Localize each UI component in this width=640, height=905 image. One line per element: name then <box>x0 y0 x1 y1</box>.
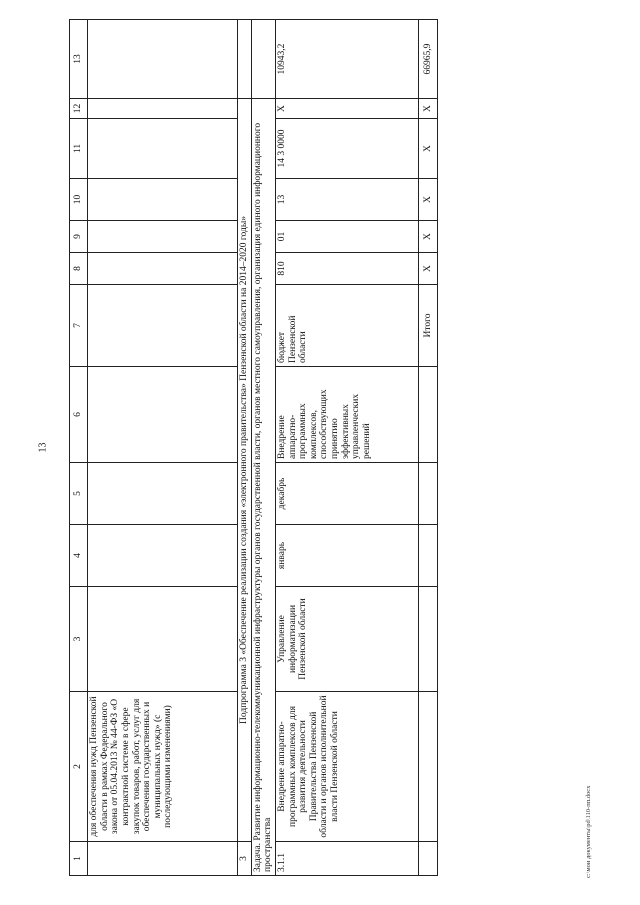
measure-name: Внедрение аппаратно-программных комплексов для развития деятельности Правительства Пензенской области и органов исполнительной власти Пензенской области <box>275 692 418 842</box>
expected-result: Внедрение аппаратно-программных комплексов, способствующих принятию эффективных управленческих решений <box>275 367 418 463</box>
amount: 10943,2 <box>275 20 418 99</box>
rotated-table-container <box>69 20 449 876</box>
page-number: 13 <box>37 442 49 453</box>
total-c8: Х <box>418 253 437 285</box>
column-number: 2 <box>70 692 88 842</box>
column-number: 5 <box>70 463 88 525</box>
task-row <box>251 20 275 876</box>
row-number: 3.1.1 <box>275 842 418 876</box>
total-c11: Х <box>418 119 437 179</box>
column-number: 8 <box>70 253 88 285</box>
funding-source: бюджет Пензенской области <box>275 285 418 367</box>
column-number: 7 <box>70 285 88 367</box>
total-c9: Х <box>418 221 437 253</box>
subprogram-number: 3 <box>238 842 252 876</box>
table-row <box>275 20 418 876</box>
code-type: Х <box>275 99 418 119</box>
column-number: 3 <box>70 587 88 692</box>
total-c12: Х <box>418 99 437 119</box>
code-section: 01 <box>275 221 418 253</box>
task-title: Задача. Развитие информационно-телекоммуникационной инфраструктуры органов государственной власти, органов местного самоуправления, организация единого информационного пространства <box>251 99 275 876</box>
column-number: 10 <box>70 179 88 221</box>
budget-table <box>69 19 438 876</box>
total-c10: Х <box>418 179 437 221</box>
column-number: 1 <box>70 842 88 876</box>
column-number: 13 <box>70 20 88 99</box>
column-number: 9 <box>70 221 88 253</box>
total-amount: 66965,9 <box>418 20 437 99</box>
footer-file-path: c:\мои документы\pd\110-пп.docx <box>585 785 592 878</box>
total-row <box>418 20 437 876</box>
executor: Управление информатизации Пензенской области <box>275 587 418 692</box>
code-target: 14 3 0000 <box>275 119 418 179</box>
column-number: 11 <box>70 119 88 179</box>
end-date: декабрь <box>275 463 418 525</box>
code-subsection: 13 <box>275 179 418 221</box>
column-number: 12 <box>70 99 88 119</box>
table-row <box>88 20 238 876</box>
code-grbs: 810 <box>275 253 418 285</box>
column-number: 6 <box>70 367 88 463</box>
start-date: январь <box>275 525 418 587</box>
subprogram-row <box>238 20 252 876</box>
column-number-row <box>70 20 88 876</box>
measure-name-continued: для обеспечения нужд Пензенской области в рамках Федерального закона от 05.04.2013 № 44-ФЗ «О контрактной системе в сфере закупок товаров, работ, услуг для обеспечения государственных и муниципальных нужд» (с последующими изменениями) <box>88 692 238 842</box>
subprogram-title: Подпрограмма 3 «Обеспечение реализации создания «электронного правительства» Пензенской области на 2014–2020 годы» <box>238 99 252 842</box>
column-number: 4 <box>70 525 88 587</box>
total-label: Итого <box>418 285 437 367</box>
